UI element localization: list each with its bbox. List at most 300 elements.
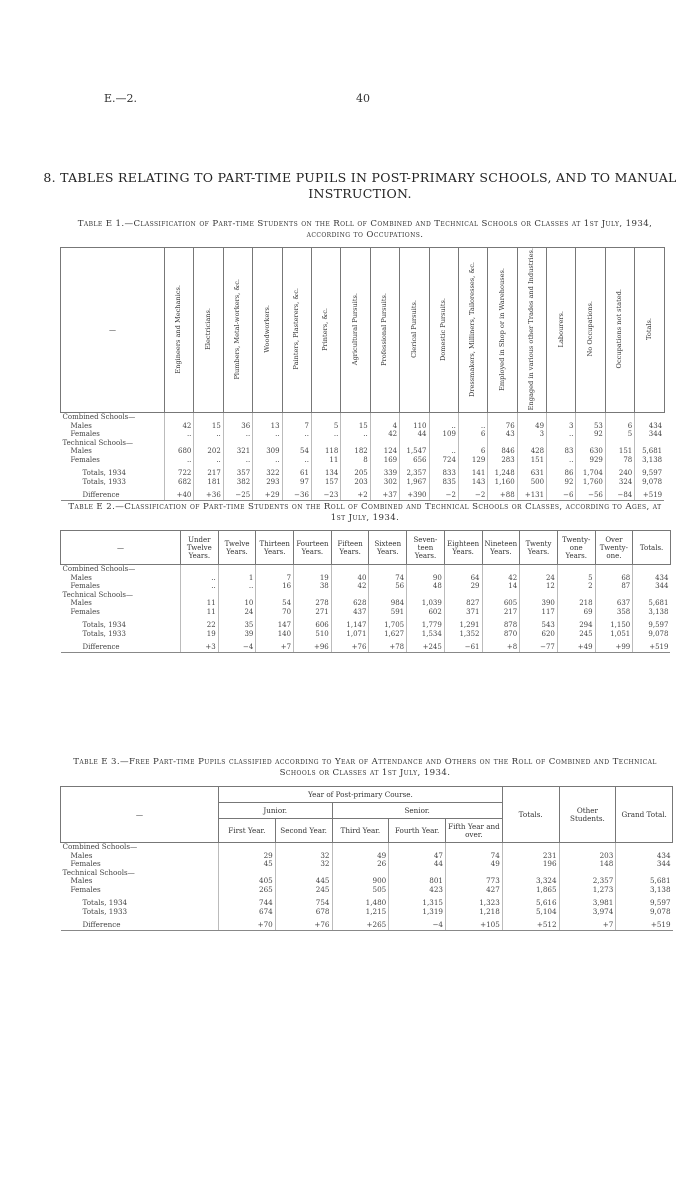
table-cell: −36 [282,491,311,500]
table-cell: 78 [605,456,634,465]
row-label: Females [70,582,100,590]
table-cell: 148 [559,860,616,869]
table-row [61,413,665,422]
table-cell: −6 [547,491,576,500]
table-row [61,886,673,895]
table-cell: 53 [576,422,605,431]
table-row [61,860,673,869]
table-cell: 1,967 [400,478,429,487]
table-cell: 278 [294,599,332,608]
row-label: Females [70,455,100,464]
table-cell: +105 [446,921,503,930]
table-cell: 1,273 [559,886,616,895]
table-cell [219,843,276,852]
table-cell [400,413,429,422]
page-number: 40 [356,92,370,105]
table-cell: 2,357 [400,469,429,478]
table-cell [332,869,389,878]
table-cell: 2,357 [559,877,616,886]
table-cell [517,439,546,448]
col-header: Seven-teen Years. [407,531,445,565]
table-cell: 1,705 [369,621,407,630]
table-cell: 92 [547,478,576,487]
col-header: Plumbers, Metal-workers, &c. [223,248,252,413]
col-header: No Occupations. [576,248,605,413]
table-cell: 620 [520,630,558,639]
table-cell: 8 [341,456,370,465]
table-cell: 773 [446,877,503,886]
table-cell: 42 [482,574,520,583]
row-label: Difference [61,643,181,652]
table-row [61,456,665,465]
table-cell [294,565,332,574]
row-label: Combined Schools— [62,565,136,573]
table-cell: 97 [282,478,311,487]
table-cell: 3,138 [635,456,664,465]
table-cell [520,591,558,600]
table-cell: +78 [369,643,407,652]
table-cell: 140 [256,630,294,639]
table-cell [218,565,256,574]
col-header: Agricultural Pursuits. [341,248,370,413]
table-cell: 322 [253,469,282,478]
table-row [61,869,673,878]
table-cell: .. [341,430,370,439]
table-cell: 6 [605,422,634,431]
table-cell: 371 [444,608,482,617]
table-cell: 628 [331,599,369,608]
table-cell: .. [181,582,219,591]
table-cell: 5 [311,422,340,431]
col-header: Occupations not stated. [605,248,634,413]
col-header: Painters, Plasterers, &c. [282,248,311,413]
table-cell [369,591,407,600]
row-label: Males [70,877,93,885]
table-cell: 87 [595,582,633,591]
stub-header: — [61,787,219,843]
table-cell: 9,078 [633,630,671,639]
table-cell: 29 [219,852,276,861]
table-cell: 5,104 [502,908,559,917]
table-cell: 1,218 [446,908,503,917]
table-cell [444,565,482,574]
table-cell: +76 [275,921,332,930]
table-cell: 203 [341,478,370,487]
col-header: Printers, &c. [311,248,340,413]
table-cell: 92 [576,430,605,439]
table-cell: 1,147 [331,621,369,630]
table-cell: 344 [616,860,673,869]
table-cell: 11 [181,608,219,617]
table-cell: .. [165,456,194,465]
table-cell: 1,534 [407,630,445,639]
table-cell: 3,324 [502,877,559,886]
table-cell: 500 [517,478,546,487]
table-cell: 357 [223,469,252,478]
row-label: Males [70,447,92,456]
table-row [61,574,671,583]
table-row [61,565,671,574]
table-cell: +29 [253,491,282,500]
table-cell: 39 [218,630,256,639]
col-header: Other Students. [559,787,616,843]
table-cell: 217 [482,608,520,617]
table-cell [488,439,517,448]
table-cell: .. [223,430,252,439]
table-cell: 324 [605,478,634,487]
table-cell [194,413,223,422]
table-cell: +7 [559,921,616,930]
table-cell: 591 [369,608,407,617]
col-header: Labourers. [547,248,576,413]
table-cell: 54 [256,599,294,608]
row-label: Females [70,607,100,616]
table-cell: 5 [557,574,595,583]
table-cell: 1,760 [576,478,605,487]
table-cell: +512 [502,921,559,930]
table-cell: 724 [429,456,458,465]
table-cell: 833 [429,469,458,478]
table-cell: 3 [547,422,576,431]
table-cell [605,413,634,422]
table-cell: +76 [331,643,369,652]
table-cell [389,843,446,852]
table-e1 [60,247,665,501]
row-label: Totals, 1934 [82,469,126,478]
table-cell: 5,681 [635,447,664,456]
table-cell: 5 [605,430,634,439]
table-cell: 205 [341,469,370,478]
table-cell [282,413,311,422]
table-cell [559,869,616,878]
table-cell: 42 [165,422,194,431]
row-label: Males [70,573,92,582]
table-cell: .. [253,430,282,439]
table-cell: 32 [275,852,332,861]
table-cell: 1,071 [331,630,369,639]
table-cell [517,413,546,422]
row-label: Difference [61,491,165,500]
table-row [61,599,671,608]
table-cell [429,439,458,448]
table-cell: 38 [294,582,332,591]
table-row [61,643,671,652]
table-e3 [60,786,673,931]
table-cell: 12 [520,582,558,591]
table-cell [311,413,340,422]
col-header: Totals. [635,248,664,413]
table-cell [547,439,576,448]
table-cell: 44 [400,430,429,439]
col-header: Engineers and Mechanics. [165,248,194,413]
table-cell: 117 [520,608,558,617]
table-cell: 606 [294,621,332,630]
table-cell: 5,681 [616,877,673,886]
table-cell: +70 [219,921,276,930]
table-cell: 74 [446,852,503,861]
table-cell: 265 [219,886,276,895]
col-header: Nineteen Years. [482,531,520,565]
table-cell: 13 [253,422,282,431]
col-header: Grand Total. [616,787,673,843]
table-cell: 49 [517,422,546,431]
table-cell: .. [429,447,458,456]
table-e3-caption: Table E 3.—Free Part-time Pupils classified according to Year of Attendance and Others on the Roll of Combined and Technical Schools or Classes at 1st July, 1934. [73,757,657,778]
table-cell: −4 [218,643,256,652]
table-cell: 40 [331,574,369,583]
table-cell: +36 [194,491,223,500]
table-cell: −2 [429,491,458,500]
table-cell: .. [223,456,252,465]
table-cell: 143 [458,478,487,487]
table-cell: 6 [458,447,487,456]
table-cell: 870 [482,630,520,639]
col-header: Fifteen Years. [331,531,369,565]
table-cell: +96 [294,643,332,652]
table-cell: 1,315 [389,899,446,908]
table-cell [635,439,664,448]
col-header: Clerical Pursuits. [400,248,429,413]
table-row [61,447,665,456]
col-header: Fourth Year. [389,819,446,843]
table-cell: 49 [332,852,389,861]
table-cell: 182 [341,447,370,456]
table-e2 [60,530,671,653]
table-cell: 1,547 [400,447,429,456]
table-cell: 157 [311,478,340,487]
col-header: Second Year. [275,819,332,843]
col-header: Third Year. [332,819,389,843]
table-cell: 631 [517,469,546,478]
table-cell: −2 [458,491,487,500]
table-cell: 9,597 [616,899,673,908]
table-cell: 5,616 [502,899,559,908]
table-cell [219,869,276,878]
table-cell [429,413,458,422]
col-header: Under Twelve Years. [181,531,219,565]
table-cell: +265 [332,921,389,930]
table-cell: 674 [219,908,276,917]
table-cell [576,439,605,448]
table-cell [311,439,340,448]
table-cell: 4 [370,422,399,431]
table-cell: −77 [520,643,558,652]
table-cell: 11 [181,599,219,608]
table-cell: 3,974 [559,908,616,917]
table-cell: −84 [605,491,634,500]
table-cell: 129 [458,456,487,465]
table-cell: 118 [311,447,340,456]
table-row [61,621,671,630]
table-cell: +88 [488,491,517,500]
table-cell: 14 [482,582,520,591]
table-cell: 26 [332,860,389,869]
col-header: Fourteen Years. [294,531,332,565]
table-cell: 74 [369,574,407,583]
table-cell [557,591,595,600]
section-title: 8. TABLES RELATING TO PART-TIME PUPILS IN POST-PRIMARY SCHOOLS, AND TO MANUAL INSTRUCTION. [43,170,677,201]
table-cell: +519 [616,921,673,930]
table-cell: 32 [275,860,332,869]
table-cell [502,869,559,878]
table-cell: 3,138 [616,886,673,895]
col-header: Sixteen Years. [369,531,407,565]
table-cell: 54 [282,447,311,456]
table-cell: 637 [595,599,633,608]
row-label: Totals, 1934 [82,621,126,629]
table-cell: 43 [488,430,517,439]
row-label: Males [70,851,93,860]
table-cell: +519 [633,643,671,652]
table-cell: +8 [482,643,520,652]
row-label: Males [70,599,92,607]
table-cell: .. [429,422,458,431]
table-cell: 16 [256,582,294,591]
table-cell [181,591,219,600]
table-cell: 827 [444,599,482,608]
table-cell: 45 [219,860,276,869]
table-cell [559,843,616,852]
table-cell: 423 [389,886,446,895]
table-cell: .. [547,430,576,439]
col-header: Totals. [633,531,671,565]
table-cell [547,413,576,422]
table-cell: 1,039 [407,599,445,608]
table-cell: 6 [458,430,487,439]
col-header: Employed in Shop or in Warehouses. [488,248,517,413]
col-header: Domestic Pursuits. [429,248,458,413]
table-cell: 56 [369,582,407,591]
table-cell: 427 [446,886,503,895]
table-cell [407,565,445,574]
table-cell [389,869,446,878]
table-cell: 1,323 [446,899,503,908]
col-header: Electricians. [194,248,223,413]
table-cell: 217 [194,469,223,478]
table-cell: 3,981 [559,899,616,908]
table-cell: −61 [444,643,482,652]
table-row [61,852,673,861]
table-cell: 656 [400,456,429,465]
table-cell [253,439,282,448]
table-cell: 437 [331,608,369,617]
table-cell: 294 [557,621,595,630]
table-cell: 151 [605,447,634,456]
table-cell: +37 [370,491,399,500]
row-label: Combined Schools— [62,413,136,422]
table-cell: 434 [635,422,664,431]
table-cell: −23 [311,491,340,500]
table-cell: 1,779 [407,621,445,630]
table-cell: .. [458,422,487,431]
document-code: E.—2. [104,92,138,105]
table-cell: 929 [576,456,605,465]
col-header: Eighteen Years. [444,531,482,565]
senior-header: Senior. [332,803,502,819]
row-label: Technical Schools— [62,438,133,447]
table-cell: 1 [218,574,256,583]
table-cell: .. [194,456,223,465]
col-header: Totals. [502,787,559,843]
col-header: Engaged in various other Trades and Industries. [517,248,546,413]
table-cell [223,439,252,448]
table-cell: 70 [256,608,294,617]
col-header: Dressmakers, Milliners, Tailoresses, &c. [458,248,487,413]
table-cell [275,843,332,852]
table-cell: 505 [332,886,389,895]
table-cell: 83 [547,447,576,456]
table-cell [341,439,370,448]
table-cell: 7 [256,574,294,583]
table-cell [633,565,671,574]
table-cell: 900 [332,877,389,886]
table-cell: +3 [181,643,219,652]
table-cell: 29 [444,582,482,591]
col-header: Twenty-one Years. [557,531,595,565]
table-cell: 1,627 [369,630,407,639]
table-cell: 61 [282,469,311,478]
table-cell: 1,248 [488,469,517,478]
table-cell: 434 [633,574,671,583]
table-cell: .. [547,456,576,465]
table-cell: 181 [194,478,223,487]
table-cell: 9,597 [633,621,671,630]
table-cell: 358 [595,608,633,617]
table-cell: 293 [253,478,282,487]
table-row [61,469,665,478]
table-cell: 846 [488,447,517,456]
table-cell: 48 [407,582,445,591]
table-cell: +40 [165,491,194,500]
table-cell: 240 [605,469,634,478]
table-cell: 7 [282,422,311,431]
table-cell: +2 [341,491,370,500]
table-cell: 835 [429,478,458,487]
row-label: Technical Schools— [62,590,133,599]
table-cell: 543 [520,621,558,630]
table-cell: 1,352 [444,630,482,639]
table-cell [557,565,595,574]
table-cell: 245 [557,630,595,639]
table-cell [165,439,194,448]
row-label: Females [70,885,101,894]
table-cell: 35 [218,621,256,630]
table-cell: 344 [633,582,671,591]
table-row [61,877,673,886]
junior-header: Junior. [219,803,333,819]
table-row [61,843,673,852]
table-cell: 984 [369,599,407,608]
table-cell: 1,291 [444,621,482,630]
table-cell: 76 [488,422,517,431]
table-cell: 5,681 [633,599,671,608]
table-cell: 801 [389,877,446,886]
table-cell: 302 [370,478,399,487]
table-cell [218,591,256,600]
table-cell: 15 [341,422,370,431]
table-cell: 1,704 [576,469,605,478]
table-cell [165,413,194,422]
table-cell: 19 [294,574,332,583]
table-cell [520,565,558,574]
table-row [61,630,671,639]
table-cell: 231 [502,852,559,861]
table-cell [616,869,673,878]
table-cell: 754 [275,899,332,908]
table-row [61,422,665,431]
table-cell: .. [194,430,223,439]
table-cell: 124 [370,447,399,456]
